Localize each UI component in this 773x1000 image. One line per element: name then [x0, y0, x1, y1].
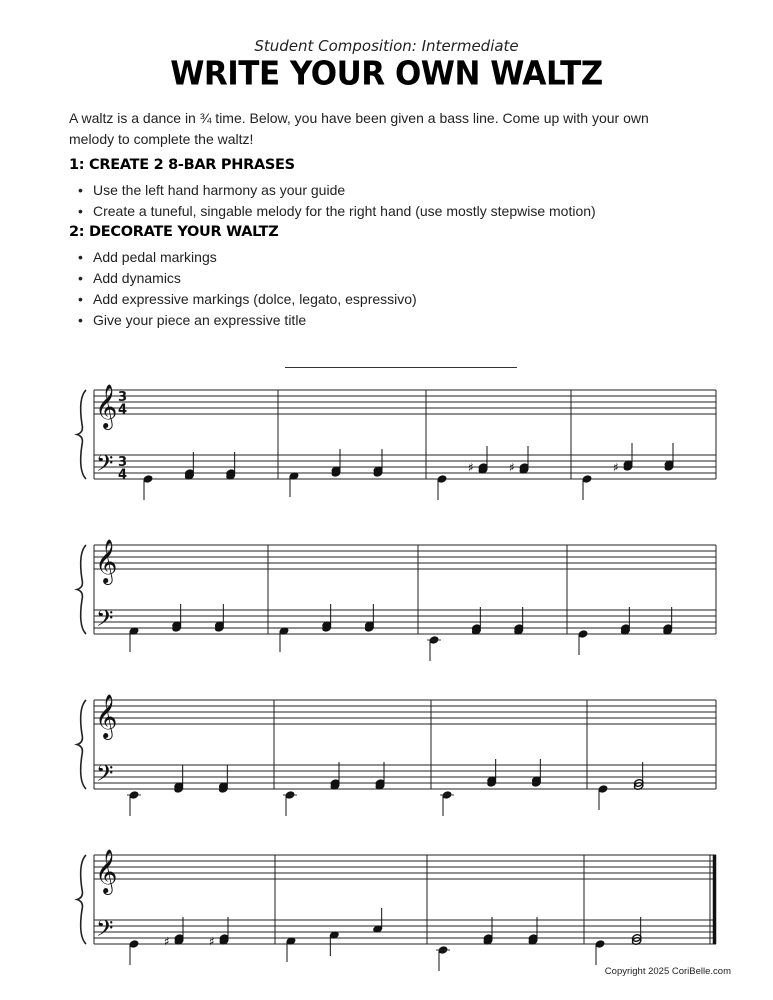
sharp-sign: ♯: [164, 934, 170, 949]
brace: [77, 700, 86, 789]
section-heading-2: 2: DECORATE YOUR WALTZ: [69, 224, 279, 240]
brace: [77, 390, 86, 479]
sharp-sign: ♯: [613, 460, 619, 475]
brace: [77, 855, 86, 944]
bass-clef: 𝄢: [96, 916, 114, 947]
treble-clef: 𝄞: [95, 694, 118, 738]
list-item: • Give your piece an expressive title: [78, 310, 417, 331]
sharp-sign: ♯: [209, 934, 215, 949]
list-item: • Add dynamics: [78, 268, 417, 289]
list-item: • Add pedal markings: [78, 247, 417, 268]
list-item: • Use the left hand harmony as your guide: [78, 180, 596, 201]
list-item: • Add expressive markings (dolce, legato, espressivo): [78, 289, 417, 310]
intro-text: A waltz is a dance in ¾ time. Below, you have been given a bass line. Come up with your own melody to complete the waltz!: [69, 110, 649, 147]
time-signature-bottom: 4: [118, 402, 128, 418]
time-signature-bottom: 4: [118, 467, 128, 483]
page-title: WRITE YOUR OWN WALTZ: [170, 55, 603, 93]
bass-clef: 𝄢: [96, 451, 114, 482]
copyright: Copyright 2025 CoriBelle.com: [604, 966, 731, 977]
subtitle: Student Composition: Intermediate: [254, 37, 519, 55]
treble-clef: 𝄞: [95, 849, 118, 893]
time-signature-top: 3: [118, 455, 128, 470]
treble-clef: 𝄞: [95, 384, 118, 428]
brace: [77, 545, 86, 634]
treble-clef: 𝄞: [95, 539, 118, 583]
section-heading-1: 1: CREATE 2 8-BAR PHRASES: [69, 157, 295, 173]
list-item: • Create a tuneful, singable melody for the right hand (use mostly stepwise motion): [78, 201, 596, 222]
bass-clef: 𝄢: [96, 606, 114, 637]
time-signature-top: 3: [118, 390, 128, 405]
sharp-sign: ♯: [509, 460, 515, 475]
sharp-sign: ♯: [468, 460, 474, 475]
bass-clef: 𝄢: [96, 761, 114, 792]
